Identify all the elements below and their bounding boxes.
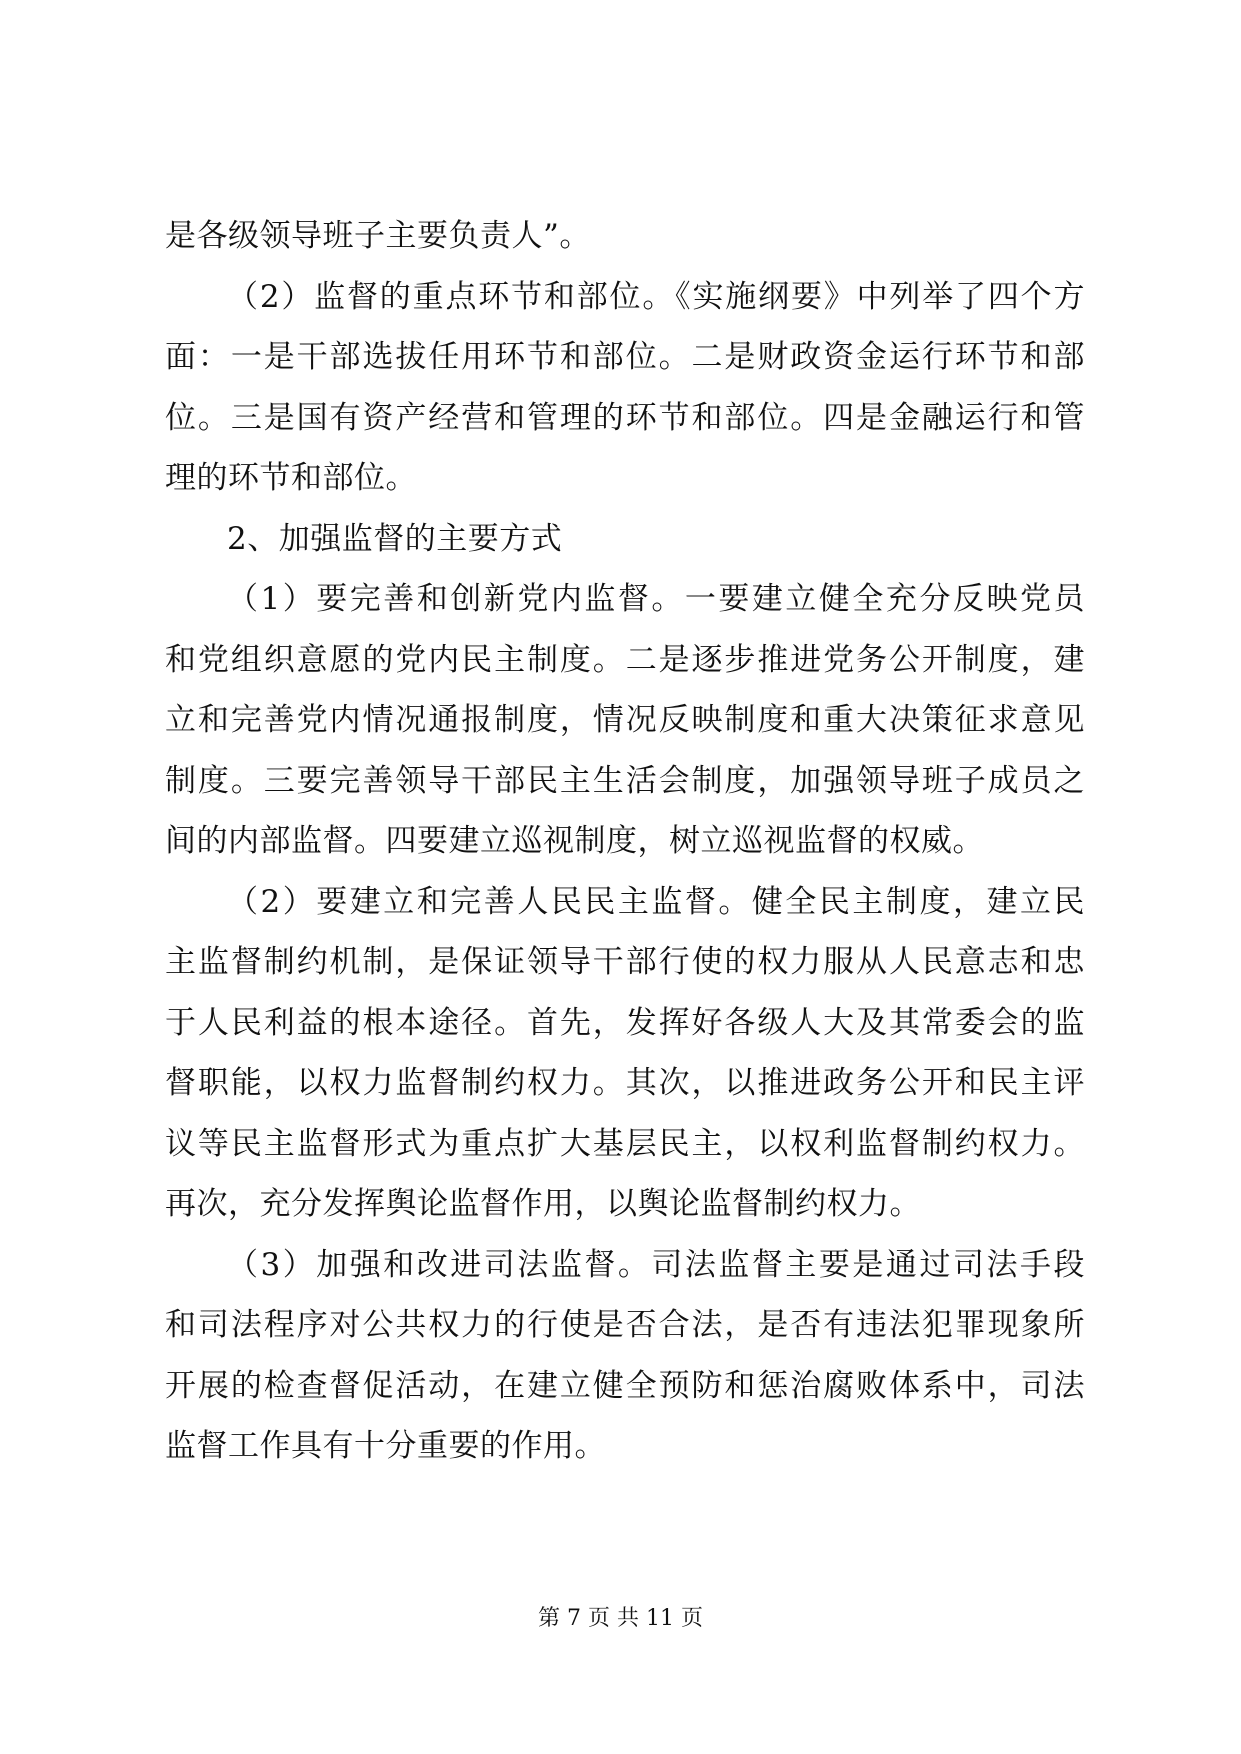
text-line: 位。三是国有资产经营和管理的环节和部位。四是金融运行和管: [165, 399, 1085, 436]
text-line: 2、加强监督的主要方式: [227, 520, 563, 557]
text-line: 开展的检查督促活动，在建立健全预防和惩治腐败体系中，司法: [165, 1367, 1085, 1404]
page-number-footer: 第 7 页 共 11 页: [538, 1606, 703, 1631]
text-line: 和党组织意愿的党内民主制度。二是逐步推进党务公开制度，建: [165, 641, 1085, 678]
text-line: 再次，充分发挥舆论监督作用，以舆论监督制约权力。: [165, 1186, 921, 1222]
text-line: （3）加强和改进司法监督。司法监督主要是通过司法手段: [227, 1246, 1085, 1283]
text-line: 间的内部监督。四要建立巡视制度，树立巡视监督的权威。: [165, 823, 984, 859]
text-line: 制度。三要完善领导干部民主生活会制度，加强领导班子成员之: [165, 762, 1085, 799]
text-line: 于人民利益的根本途径。首先，发挥好各级人大及其常委会的监: [165, 1004, 1085, 1041]
text-line: 理的环节和部位。: [165, 460, 417, 496]
text-line: 监督工作具有十分重要的作用。: [165, 1428, 606, 1464]
text-line: 督职能，以权力监督制约权力。其次，以推进政务公开和民主评: [165, 1065, 1085, 1101]
text-line: 议等民主监督形式为重点扩大基层民主，以权利监督制约权力。: [165, 1125, 1085, 1162]
body-text: [165, 206, 1085, 1477]
text-line: （1）要完善和创新党内监督。一要建立健全充分反映党员: [227, 581, 1085, 617]
text-line: 面：一是干部选拔任用环节和部位。二是财政资金运行环节和部: [165, 339, 1085, 375]
text-line: （2）要建立和完善人民民主监督。健全民主制度，建立民: [227, 883, 1085, 920]
text-line: 立和完善党内情况通报制度，情况反映制度和重大决策征求意见: [165, 702, 1085, 738]
text-line: 是各级领导班子主要负责人”。: [165, 218, 591, 254]
text-line: 和司法程序对公共权力的行使是否合法，是否有违法犯罪现象所: [165, 1307, 1085, 1343]
text-line: 主监督制约机制，是保证领导干部行使的权力服从人民意志和忠: [165, 944, 1085, 980]
text-line: （2）监督的重点环节和部位。《实施纲要》中列举了四个方: [227, 278, 1085, 315]
